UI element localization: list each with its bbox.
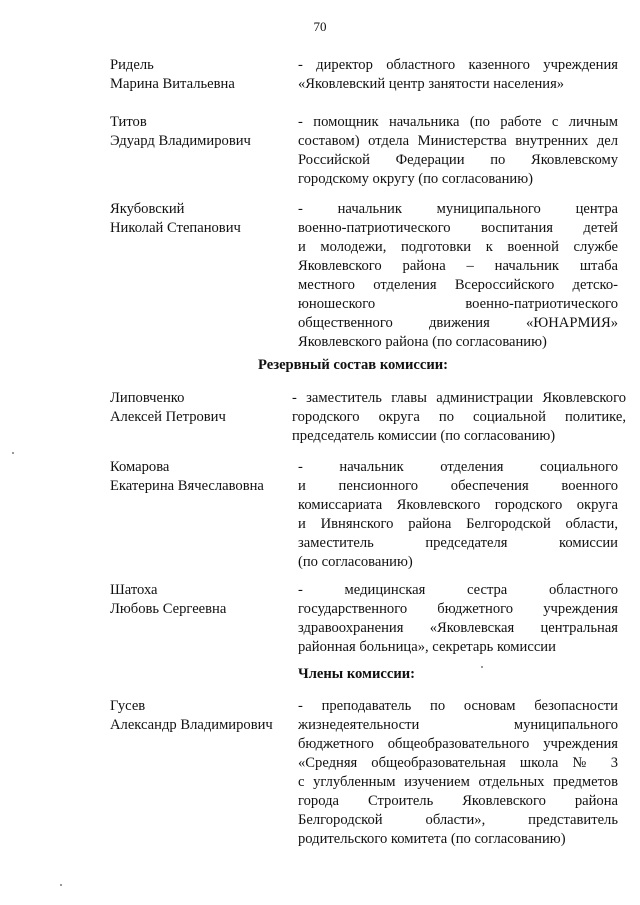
- role-line: и молодежи, подготовки к военной службе: [298, 239, 618, 255]
- role-line: родительского комитета (по согласованию): [298, 831, 566, 847]
- person-name: [110, 697, 295, 735]
- role-line: заместитель председателя комиссии: [298, 535, 618, 551]
- role-line: местного отделения Всероссийского детско-: [298, 277, 618, 293]
- given-names: Николай Степанович: [110, 220, 241, 236]
- given-names: Любовь Сергеевна: [110, 601, 227, 617]
- role-line: - заместитель главы администрации Яковлевского: [292, 390, 626, 406]
- role-line: председатель комиссии (по согласованию): [292, 428, 556, 444]
- surname: Ридель: [110, 57, 154, 73]
- role-line: с углубленным изучением отдельных предметов: [298, 774, 618, 790]
- role-line: общественного движения «ЮНАРМИЯ»: [298, 315, 618, 331]
- role-line: Белгородской области», представитель: [298, 812, 618, 828]
- role-line: и Ивнянского района Белгородской области,: [298, 516, 618, 532]
- role-line: юношеского военно-патриотического: [298, 296, 618, 312]
- role-line: жизнедеятельности муниципального: [298, 717, 618, 733]
- given-names: Александр Владимирович: [110, 717, 273, 733]
- role-line: - начальник муниципального центра: [298, 201, 618, 217]
- person-role: [298, 200, 618, 352]
- role-line: города Строитель Яковлевского района: [298, 793, 618, 809]
- role-line: - преподаватель по основам безопасности: [298, 698, 618, 714]
- role-line: «Яковлевский центр занятости населения»: [298, 76, 565, 92]
- role-line: здравоохранения «Яковлевская центральная: [298, 620, 618, 636]
- reserve-heading: Резервный состав комиссии:: [258, 357, 449, 373]
- role-line: комиссариата Яковлевского городского округа: [298, 497, 618, 513]
- role-line: бюджетного общеобразовательного учреждения: [298, 736, 618, 752]
- role-line: районная больница», секретарь комиссии: [298, 639, 556, 655]
- role-line: городского округа по социальной политике,: [292, 409, 626, 425]
- person-name: [110, 200, 295, 238]
- surname: Якубовский: [110, 201, 185, 217]
- person-name: [110, 389, 295, 427]
- surname: Шатоха: [110, 582, 158, 598]
- scan-speck: [481, 666, 483, 668]
- person-name: [110, 581, 295, 619]
- page-number: 70: [313, 19, 327, 34]
- person-name: [110, 458, 295, 496]
- role-line: Яковлевского района (по согласованию): [298, 334, 547, 350]
- role-line: военно-патриотического воспитания детей: [298, 220, 618, 236]
- scan-speck: [60, 884, 62, 886]
- surname: Гусев: [110, 698, 146, 714]
- person-role: [298, 458, 618, 572]
- role-line: городскому округу (по согласованию): [298, 171, 533, 187]
- person-role: [298, 697, 618, 849]
- scan-speck: [12, 452, 14, 454]
- person-role: [298, 56, 618, 94]
- person-role: [298, 113, 618, 189]
- role-line: - помощник начальника (по работе с личным: [298, 114, 618, 130]
- person-name: [110, 56, 295, 94]
- surname: Титов: [110, 114, 147, 130]
- role-line: государственного бюджетного учреждения: [298, 601, 618, 617]
- members-heading: Члены комиссии:: [298, 666, 416, 682]
- given-names: Алексей Петрович: [110, 409, 226, 425]
- role-line: и пенсионного обеспечения военного: [298, 478, 618, 494]
- person-name: [110, 113, 295, 151]
- role-line: составом) отдела Министерства внутренних дел: [298, 133, 618, 149]
- role-line: Яковлевского района – начальник штаба: [298, 258, 618, 274]
- role-line: - начальник отделения социального: [298, 459, 618, 475]
- person-role: [292, 389, 626, 446]
- role-line: - директор областного казенного учреждения: [298, 57, 618, 73]
- person-role: [298, 581, 618, 657]
- role-line: Российской Федерации по Яковлевскому: [298, 152, 618, 168]
- given-names: Эдуард Владимирович: [110, 133, 251, 149]
- role-line: - медицинская сестра областного: [298, 582, 618, 598]
- surname: Липовченко: [110, 390, 185, 406]
- given-names: Марина Витальевна: [110, 76, 235, 92]
- surname: Комарова: [110, 459, 170, 475]
- role-line: (по согласованию): [298, 554, 413, 570]
- given-names: Екатерина Вячеславовна: [110, 478, 264, 494]
- role-line: «Средняя общеобразовательная школа № 3: [298, 755, 618, 771]
